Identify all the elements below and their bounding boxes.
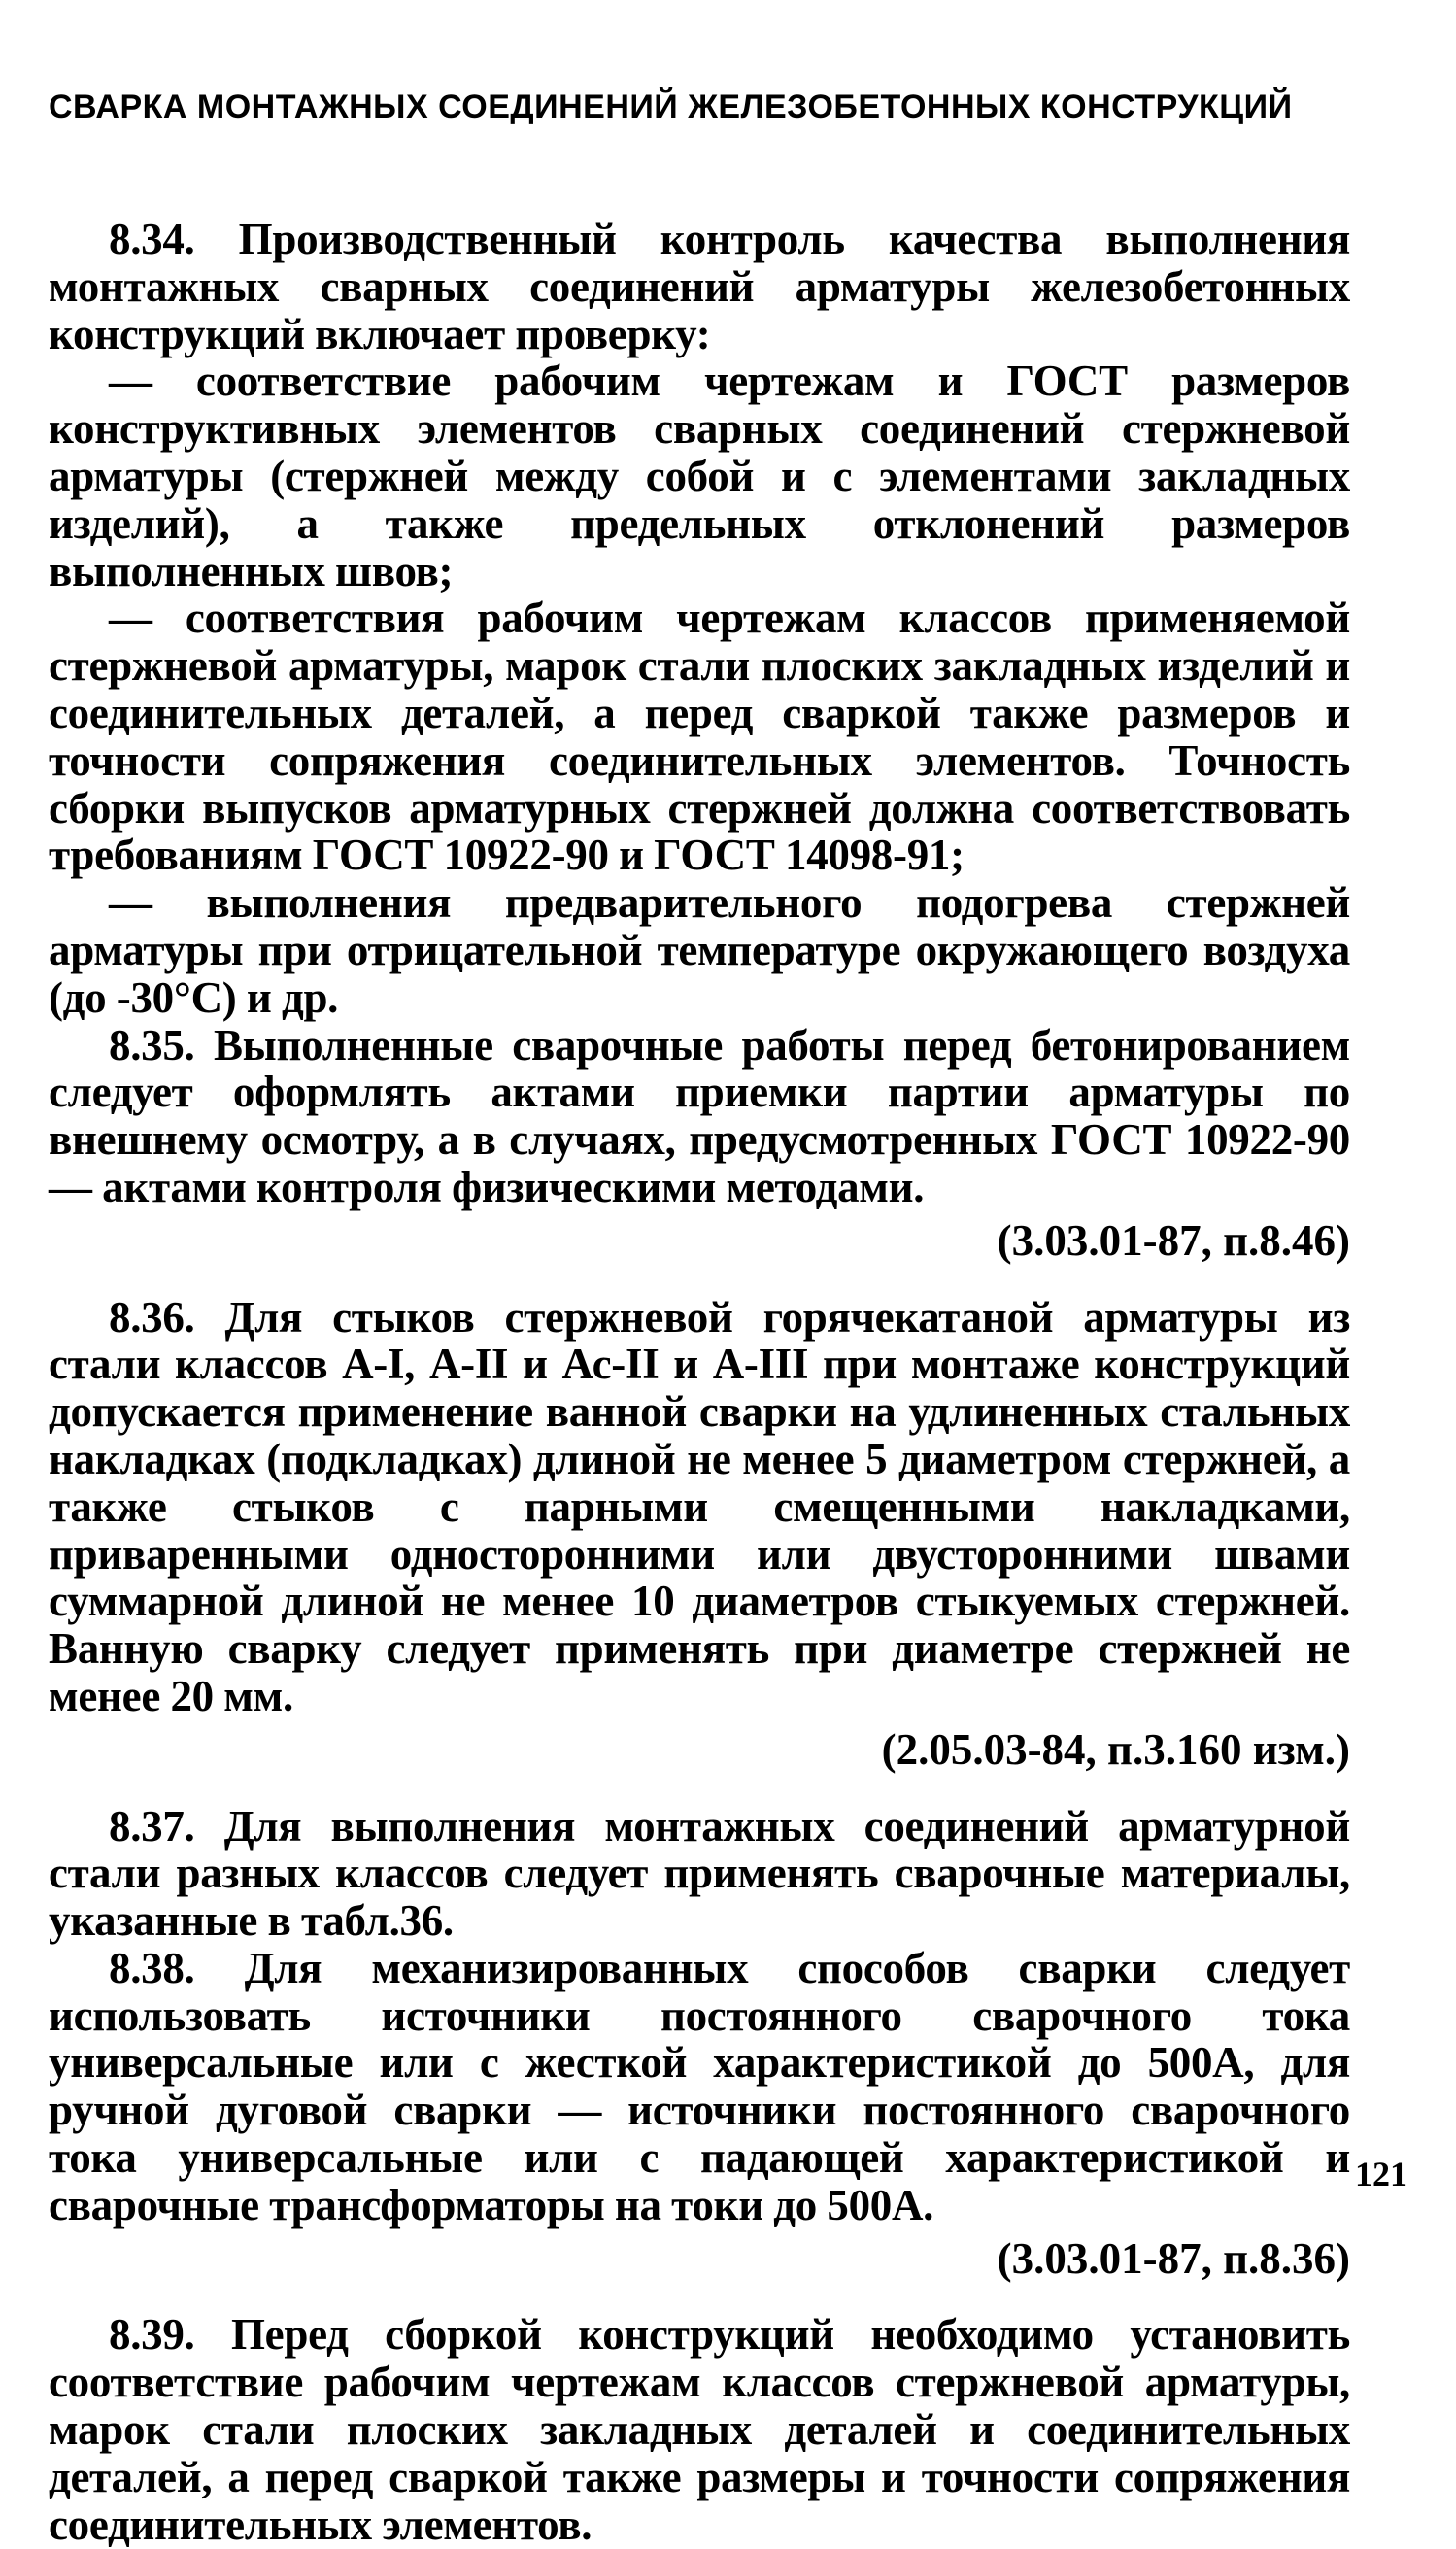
page-number: 121 xyxy=(1355,2155,1407,2193)
paragraph-8-39: 8.39. Перед сборкой конструкций необходимо установить соответствие рабочим чертежам классов стержневой арматуры, марок стали плоских закладных деталей и соединительных деталей, а перед сваркой также размеры и точности сопряжения соединительных элементов. xyxy=(49,2310,1350,2549)
paragraph-8-34: 8.34. Производственный контроль качества выполнения монтажных сварных соединений арматуры железобетонных конструкций включает проверку: xyxy=(49,215,1350,358)
paragraph-8-35: 8.35. Выполненные сварочные работы перед бетонированием следует оформлять актами приемки партии арматуры по внешнему осмотру, а в случаях, предусмотренных ГОСТ 10922-90 — актами контроля физическими методами. xyxy=(49,1020,1350,1211)
list-item-classes-check: — соответствия рабочим чертежам классов применяемой стержневой арматуры, марок стали плоских закладных изделий и соединительных деталей, а перед сваркой также размеров и точности сопряжения соединительных элементов. Точность сборки выпусков арматурных стержней должна соответствовать требованиям ГОСТ 10922-90 и ГОСТ 14098-91; xyxy=(49,594,1350,880)
paragraph-8-36: 8.36. Для стыков стержневой горячекатаной арматуры из стали классов А-I, А-II и Ас-II и А-III при монтаже конструкций допускается применение ванной сварки на удлиненных стальных накладках (подкладках) длиной не менее 5 диаметром стержней, а также стыков с парными смещенными накладками, приваренными односторонними или двусторонними швами суммарной длиной не менее 10 диаметров стыкуемых стержней. Ванную сварку следует применять при диаметре стержней не менее 20 мм. xyxy=(49,1292,1350,1720)
list-item-dimensions-check: — соответствие рабочим чертежам и ГОСТ размеров конструктивных элементов сварных соединений стержневой арматуры (стержней между собой и с элементами закладных изделий), а также предельных отклонений размеров выполненных швов; xyxy=(49,357,1350,595)
section-title: СВАРКА МОНТАЖНЫХ СОЕДИНЕНИЙ ЖЕЛЕЗОБЕТОННЫХ КОНСТРУКЦИЙ xyxy=(49,88,1293,125)
reference-citation: (3.03.01-87, п.8.46) xyxy=(997,1215,1350,1265)
reference-citation: (2.05.03-84, п.3.160 изм.) xyxy=(881,1724,1350,1774)
document-page xyxy=(49,0,1350,2549)
list-item-preheating-check: — выполнения предварительного подогрева стержней арматуры при отрицательной температуре окружающего воздуха (до -30°С) и др. xyxy=(49,878,1350,1022)
reference-citation: (3.03.01-87, п.8.36) xyxy=(997,2233,1350,2283)
body-text xyxy=(49,216,1350,2548)
paragraph-8-38: 8.38. Для механизированных способов сварки следует использовать источники постоянного сварочного тока универсальные или с жесткой характеристикой до 500А, для ручной дуговой сварки — источники постоянного сварочного тока универсальные или с падающей характеристикой и сварочные трансформаторы на токи до 500А. xyxy=(49,1943,1350,2229)
paragraph-8-37: 8.37. Для выполнения монтажных соединений арматурной стали разных классов следует применять сварочные материалы, указанные в табл.36. xyxy=(49,1801,1350,1946)
